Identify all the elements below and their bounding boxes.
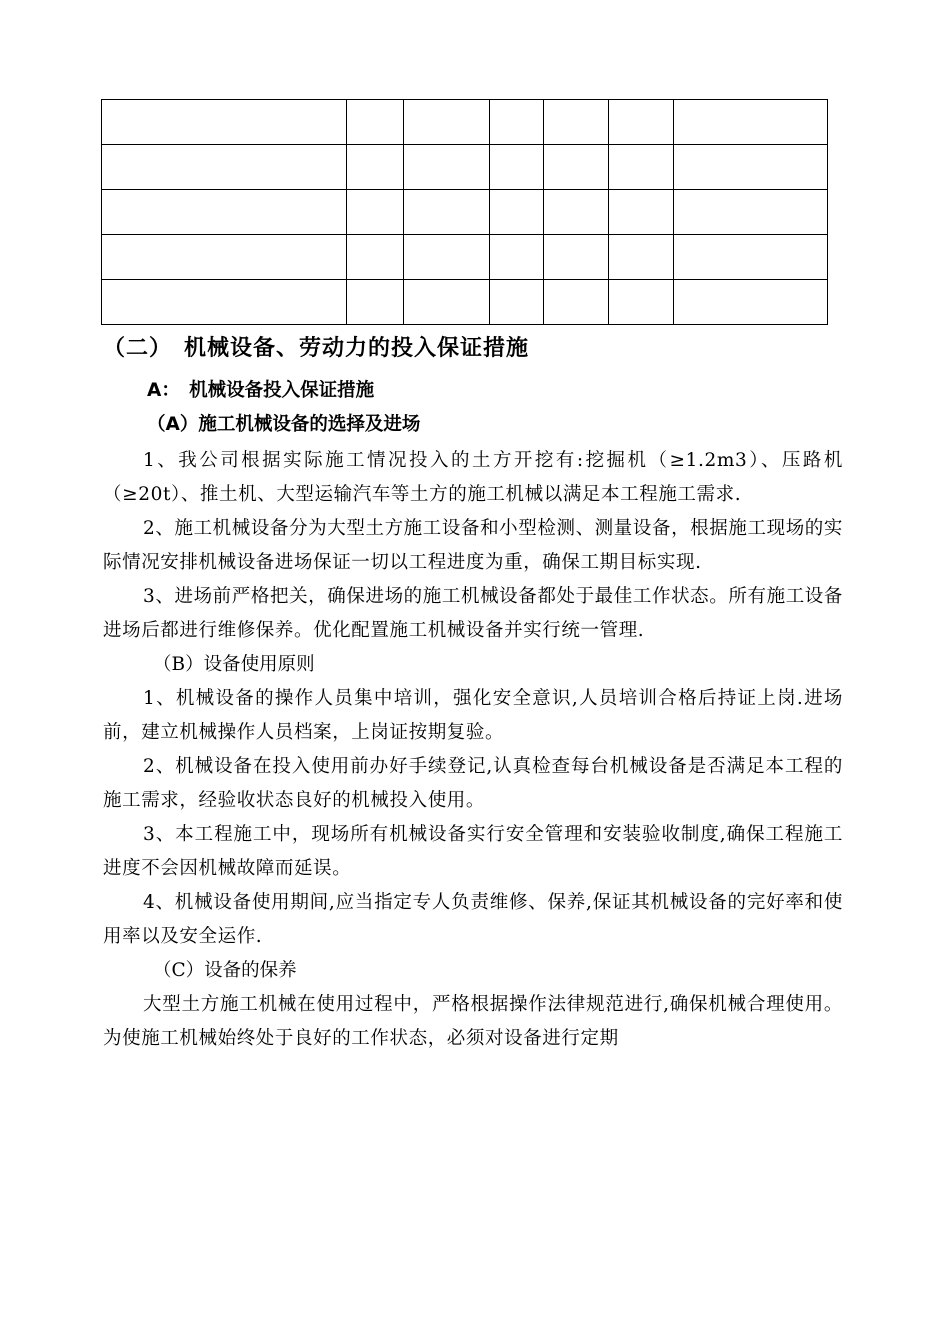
table-cell (404, 145, 490, 190)
part-b-paragraph-4: 4、机械设备使用期间,应当指定专人负责维修、保养,保证其机械设备的完好率和使用率以及安全运作. (103, 892, 843, 947)
part-b-paragraph-2: 2、机械设备在投入使用前办好手续登记,认真检查每台机械设备是否满足本工程的施工需求，经验收状态良好的机械投入使用。 (103, 756, 843, 811)
part-c-heading: （C）设备的保养 (153, 960, 297, 981)
table-cell (544, 145, 609, 190)
table-cell (102, 145, 347, 190)
table-row (102, 100, 828, 145)
table-cell (490, 190, 544, 235)
table-cell (544, 190, 609, 235)
table-cell (347, 280, 404, 325)
table-cell (404, 235, 490, 280)
table-cell (609, 100, 674, 145)
table-cell (102, 190, 347, 235)
section-title: （二） 机械设备、劳动力的投入保证措施 (103, 336, 530, 361)
table-cell (490, 100, 544, 145)
table-cell (609, 190, 674, 235)
table-cell (490, 235, 544, 280)
table-row (102, 145, 828, 190)
table-cell (609, 235, 674, 280)
table-cell (609, 145, 674, 190)
blank-table-body (102, 100, 828, 325)
table-cell (674, 235, 828, 280)
table-cell (674, 100, 828, 145)
part-c-paragraph-1: 大型土方施工机械在使用过程中，严格根据操作法律规范进行,确保机械合理使用。为使施工机械始终处于良好的工作状态，必须对设备进行定期 (103, 994, 843, 1049)
table-cell (490, 280, 544, 325)
part-a-paragraph-1: 1、我公司根据实际施工情况投入的土方开挖有:挖掘机（≥1.2m3）、压路机（≥20t）、推土机、大型运输汽车等土方的施工机械以满足本工程施工需求. (103, 450, 843, 505)
table-cell (347, 235, 404, 280)
part-a-paragraph-3: 3、进场前严格把关，确保进场的施工机械设备都处于最佳工作状态。所有施工设备进场后都进行维修保养。优化配置施工机械设备并实行统一管理. (103, 586, 843, 641)
table-cell (102, 100, 347, 145)
table-cell (609, 280, 674, 325)
table-cell (544, 100, 609, 145)
table-cell (674, 190, 828, 235)
table-cell (347, 100, 404, 145)
table-row (102, 190, 828, 235)
table-cell (347, 145, 404, 190)
part-b-heading: （B）设备使用原则 (153, 654, 315, 675)
table-cell (674, 280, 828, 325)
document-body (103, 334, 843, 1056)
part-a-paragraph-2: 2、施工机械设备分为大型土方施工设备和小型检测、测量设备，根据施工现场的实际情况安排机械设备进场保证一切以工程进度为重，确保工期目标实现. (103, 518, 843, 573)
table-cell (102, 280, 347, 325)
table-cell (404, 280, 490, 325)
part-b-paragraph-3: 3、本工程施工中，现场所有机械设备实行安全管理和安装验收制度,确保工程施工进度不会因机械故障而延误。 (103, 824, 843, 879)
part-b-paragraph-1: 1、机械设备的操作人员集中培训，强化安全意识,人员培训合格后持证上岗.进场前，建立机械操作人员档案，上岗证按期复验。 (103, 688, 843, 743)
blank-table-container (101, 99, 828, 325)
blank-table (101, 99, 828, 325)
table-cell (404, 190, 490, 235)
table-row (102, 280, 828, 325)
table-cell (404, 100, 490, 145)
table-cell (490, 145, 544, 190)
table-cell (674, 145, 828, 190)
table-row (102, 235, 828, 280)
table-cell (544, 235, 609, 280)
table-cell (102, 235, 347, 280)
section-subtitle: A： 机械设备投入保证措施 (147, 380, 375, 401)
table-cell (544, 280, 609, 325)
table-cell (347, 190, 404, 235)
part-a-heading: （A）施工机械设备的选择及进场 (147, 414, 421, 435)
